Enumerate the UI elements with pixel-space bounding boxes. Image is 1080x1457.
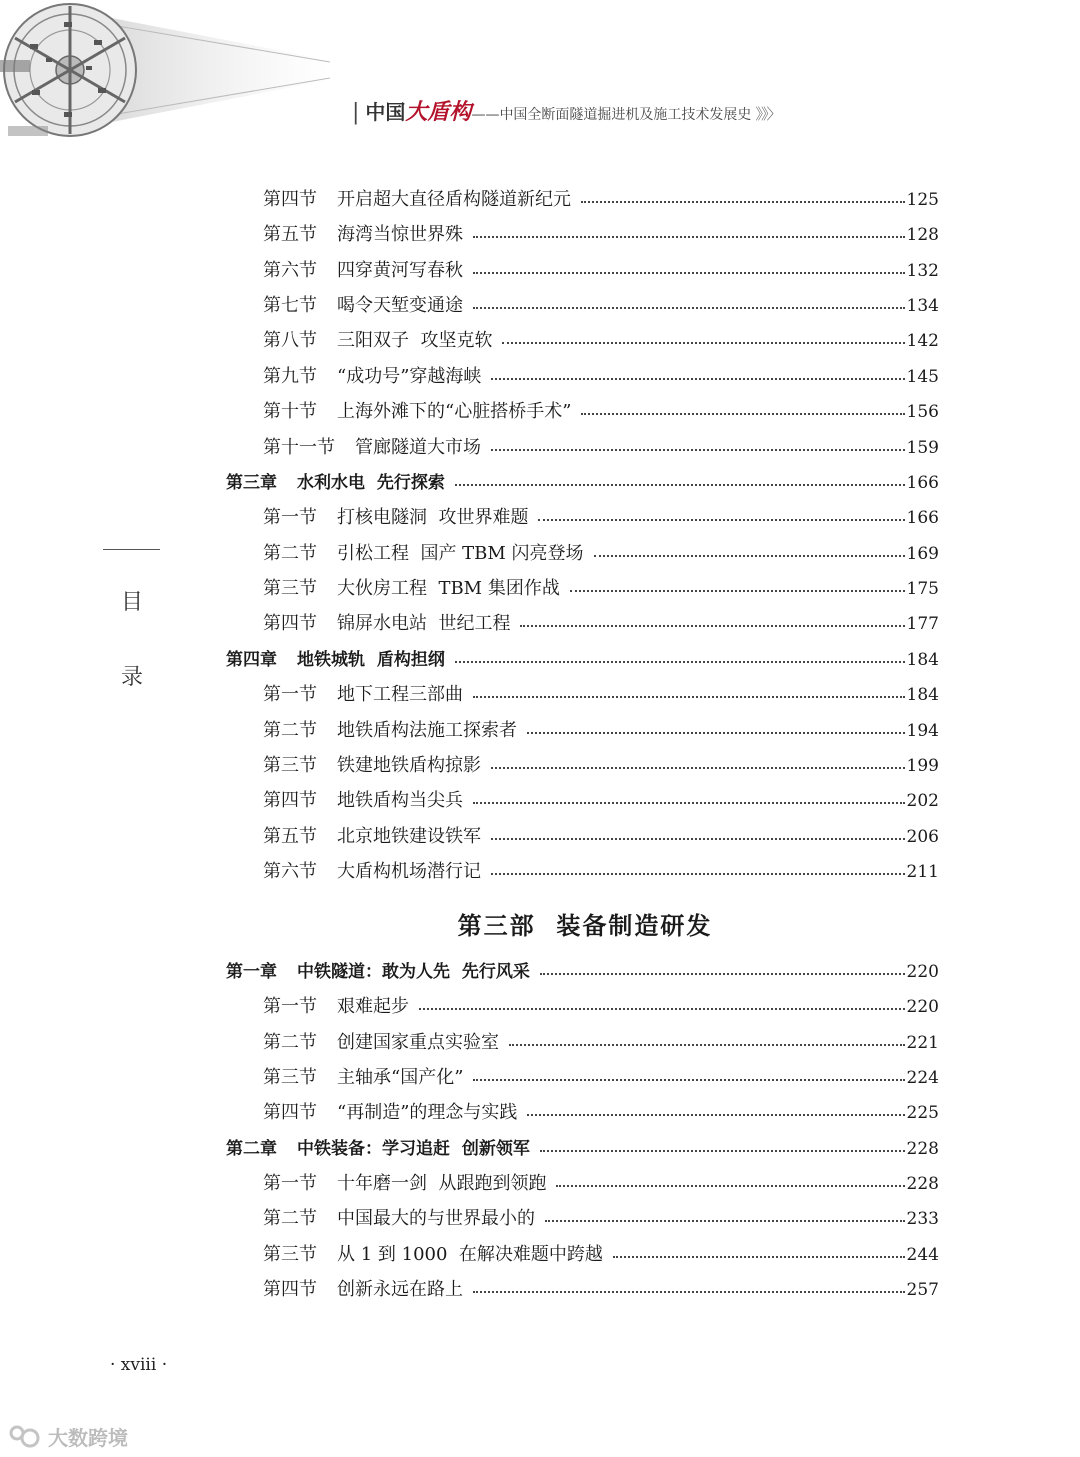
toc-page-number: 184 xyxy=(906,649,939,670)
toc-chapter-number: 第一章 xyxy=(226,962,277,982)
toc-page-number: 202 xyxy=(906,791,939,812)
toc-entry-title: “成功号”穿越海峡 xyxy=(337,365,482,387)
toc-chapter-number: 第四章 xyxy=(226,649,277,670)
toc-leader-dots xyxy=(540,973,905,975)
toc-page-number: 221 xyxy=(906,1032,939,1053)
toc-leader-dots xyxy=(473,236,905,238)
toc-entry-title: 上海外滩下的“心脏搭桥手术” xyxy=(337,401,572,423)
toc-section-number: 第九节 xyxy=(263,365,317,387)
toc-section-row xyxy=(263,577,939,601)
toc-entry-title: 十年磨一剑 从跟跑到领跑 xyxy=(337,1172,547,1194)
toc-entry-title: 水利水电 先行探索 xyxy=(297,472,445,493)
toc-section-number: 第二节 xyxy=(263,719,317,741)
toc-entry-title: 北京地铁建设铁军 xyxy=(337,825,481,847)
toc-section-number: 第一节 xyxy=(263,1172,317,1194)
toc-page-number: 228 xyxy=(906,1138,939,1159)
toc-page-number: 184 xyxy=(906,685,939,706)
toc-entry-title: 地铁盾构当尖兵 xyxy=(337,790,463,812)
toc-leader-dots xyxy=(509,1044,905,1046)
watermark xyxy=(8,1422,128,1451)
toc-entry-title: 铁建地铁盾构掠影 xyxy=(337,754,481,776)
toc-section-number: 第四节 xyxy=(263,189,317,210)
toc-leader-dots xyxy=(538,519,904,521)
toc-leader-dots xyxy=(473,696,905,698)
toc-section-row xyxy=(263,1101,939,1125)
toc-section-number: 第四节 xyxy=(263,790,317,812)
watermark-text: 大数跨境 xyxy=(48,1426,128,1450)
toc-entry-title: 海湾当惊世界殊 xyxy=(337,224,463,246)
toc-section-row xyxy=(263,188,939,212)
toc-section-number: 第三节 xyxy=(263,578,317,600)
chevron-right-icon: 》》〉 xyxy=(755,105,780,123)
toc-section-row xyxy=(263,1278,939,1302)
toc-section-row xyxy=(263,329,939,353)
toc-section-row xyxy=(263,789,939,813)
toc-section-row xyxy=(263,995,939,1019)
toc-leader-dots xyxy=(419,1008,905,1010)
toc-section-row xyxy=(263,719,939,743)
toc-section-row xyxy=(263,1207,939,1231)
toc-entry-title: 中铁装备：学习追赶 创新领军 xyxy=(297,1138,530,1159)
toc-entry-title: 主轴承“国产化” xyxy=(337,1066,464,1088)
running-header xyxy=(352,95,779,123)
toc-page-number: 257 xyxy=(906,1279,939,1300)
toc-section-number: 第二节 xyxy=(263,1031,317,1053)
toc-leader-dots xyxy=(491,767,905,769)
toc-entry-title: 大伙房工程 TBM 集团作战 xyxy=(337,578,560,600)
toc-leader-dots xyxy=(455,661,905,663)
toc-section-number: 第十一节 xyxy=(263,436,335,458)
toc-entry-title: 中国最大的与世界最小的 xyxy=(337,1208,535,1230)
toc-section-row xyxy=(263,365,939,389)
header-bar: | xyxy=(352,100,360,125)
toc-section-number: 第四节 xyxy=(263,1102,317,1124)
toc-page-number: 159 xyxy=(906,437,939,458)
toc-leader-dots xyxy=(473,272,905,274)
toc-leader-dots xyxy=(581,201,905,203)
toc-section-row xyxy=(263,612,939,636)
toc-leader-dots xyxy=(502,342,904,344)
toc-section-number: 第二节 xyxy=(263,542,317,564)
toc-chapter-number: 第三章 xyxy=(226,472,277,493)
toc-leader-dots xyxy=(570,590,905,592)
toc-section-row xyxy=(263,542,939,566)
toc-leader-dots xyxy=(540,1150,905,1152)
toc-page-number: 220 xyxy=(906,962,939,982)
toc-leader-dots xyxy=(491,449,905,451)
toc-section-number: 第四节 xyxy=(263,613,317,635)
toc-chapter-row xyxy=(226,1137,939,1161)
toc-leader-dots xyxy=(491,873,905,875)
toc-page-number: 225 xyxy=(906,1103,939,1124)
toc-page-number: 177 xyxy=(906,614,939,635)
toc-leader-dots xyxy=(556,1185,904,1187)
toc-section-number: 第七节 xyxy=(263,295,317,317)
toc-page-number: 142 xyxy=(906,331,939,352)
toc-section-number: 第五节 xyxy=(263,224,317,246)
toc-page-number: 206 xyxy=(906,826,939,847)
toc-leader-dots xyxy=(491,838,905,840)
toc-leader-dots xyxy=(473,802,905,804)
toc-entry-title: 引松工程 国产 TBM 闪亮登场 xyxy=(337,542,584,564)
toc-entry-title: 打核电隧洞 攻世界难题 xyxy=(337,507,529,529)
toc-section-row xyxy=(263,1031,939,1055)
toc-leader-dots xyxy=(491,378,904,380)
book-title-brand: 大盾构 xyxy=(405,99,472,125)
toc-entry-title: 锦屏水电站 世纪工程 xyxy=(337,613,511,635)
sidebar-label-mu: 目 xyxy=(120,590,143,615)
toc-entry-title: 创新永远在路上 xyxy=(337,1278,463,1300)
toc-leader-dots xyxy=(520,625,904,627)
toc-entry-title: 三阳双子 攻坚克软 xyxy=(337,330,493,352)
toc-leader-dots xyxy=(545,1220,905,1222)
toc-entry-title: 地铁盾构法施工探索者 xyxy=(337,719,517,741)
toc-entry-title: 大盾构机场潜行记 xyxy=(337,861,481,883)
toc-page-number: 166 xyxy=(906,472,939,493)
toc-page-number: 211 xyxy=(906,862,939,883)
toc-section-row xyxy=(263,860,939,884)
toc-section-number: 第三节 xyxy=(263,1243,317,1265)
toc-page-number: 128 xyxy=(906,225,939,246)
toc-chapter-row xyxy=(226,648,939,672)
toc-page-number: 194 xyxy=(906,720,939,741)
sidebar-label-lu: 录 xyxy=(120,665,143,690)
toc-page-number: 199 xyxy=(906,755,939,776)
toc-entry-title: 开启超大直径盾构隧道新纪元 xyxy=(337,189,571,210)
toc-page-number: 224 xyxy=(906,1067,939,1088)
toc-section-row xyxy=(263,1243,939,1267)
toc-section-row xyxy=(263,259,939,283)
toc-page-number: 134 xyxy=(906,296,939,317)
toc-entry-title: 从 1 到 1000 在解决难题中跨越 xyxy=(337,1243,603,1265)
toc-page-number: 244 xyxy=(906,1244,939,1265)
toc-section-row xyxy=(263,436,939,460)
toc-page-number: 156 xyxy=(906,402,939,423)
book-title-prefix: 中国 xyxy=(365,100,406,124)
toc-entry-title: 喝令天堑变通途 xyxy=(337,295,463,317)
toc-section-number: 第一节 xyxy=(263,507,317,529)
toc-chapter-row xyxy=(226,471,939,495)
toc-entry-title: 创建国家重点实验室 xyxy=(337,1031,499,1053)
tunnel-boring-machine-illustration xyxy=(0,0,330,150)
toc-section-row xyxy=(263,825,939,849)
toc-section-row xyxy=(263,1172,939,1196)
toc-entry-title: 中铁隧道：敢为人先 先行风采 xyxy=(297,962,530,982)
book-subtitle: ——中国全断面隧道掘进机及施工技术发展史 xyxy=(471,107,752,123)
toc-section-number: 第四节 xyxy=(263,1278,317,1300)
toc-section-number: 第三节 xyxy=(263,754,317,776)
toc-page-number: 166 xyxy=(906,508,939,529)
toc-page-number: 132 xyxy=(906,260,939,281)
toc-section-number: 第二节 xyxy=(263,1208,317,1230)
toc-page-number: 169 xyxy=(906,543,939,564)
toc-leader-dots xyxy=(473,1291,905,1293)
sidebar-rule xyxy=(103,549,160,550)
toc-leader-dots xyxy=(581,413,904,415)
toc-section-row xyxy=(263,506,939,530)
toc-section-row xyxy=(263,400,939,424)
toc-section-number: 第一节 xyxy=(263,996,317,1018)
toc-section-number: 第五节 xyxy=(263,825,317,847)
toc-section-number: 第一节 xyxy=(263,684,317,706)
toc-entry-title: 地铁城轨 盾构担纲 xyxy=(297,649,445,670)
toc-leader-dots xyxy=(594,555,905,557)
toc-leader-dots xyxy=(473,1079,904,1081)
toc-leader-dots xyxy=(455,484,905,486)
toc-section-number: 第六节 xyxy=(263,861,317,883)
toc-entry-title: 四穿黄河写春秋 xyxy=(337,259,463,281)
toc-page-number: 145 xyxy=(906,366,939,387)
toc-chapter-row xyxy=(226,960,939,984)
toc-entry-title: 艰难起步 xyxy=(337,996,409,1018)
toc-section-row xyxy=(263,223,939,247)
toc-entry-title: 管廊隧道大市场 xyxy=(355,436,481,458)
toc-section-row xyxy=(263,294,939,318)
toc-leader-dots xyxy=(527,1114,904,1116)
page-number: · xviii · xyxy=(110,1355,168,1375)
watermark-logo-icon xyxy=(8,1424,42,1450)
toc-section-row xyxy=(263,683,939,707)
toc-leader-dots xyxy=(473,307,905,309)
toc-section-number: 第十节 xyxy=(263,401,317,423)
toc-entry-title: 地下工程三部曲 xyxy=(337,684,463,706)
toc-section-row xyxy=(263,754,939,778)
toc-page-number: 220 xyxy=(906,997,939,1018)
toc-page-number: 233 xyxy=(906,1209,939,1230)
toc-chapter-number: 第二章 xyxy=(226,1138,277,1159)
toc-leader-dots xyxy=(527,732,905,734)
toc-section-number: 第八节 xyxy=(263,330,317,352)
toc-page-number: 175 xyxy=(906,579,939,600)
toc-entry-title: “再制造”的理念与实践 xyxy=(337,1102,518,1124)
toc-page-number: 125 xyxy=(906,190,939,210)
toc-page-number: 228 xyxy=(906,1173,939,1194)
toc-leader-dots xyxy=(613,1256,905,1258)
toc-section-number: 第六节 xyxy=(263,259,317,281)
part-title: 第三部 装备制造研发 xyxy=(457,912,713,940)
toc-section-row xyxy=(263,1066,939,1090)
toc-section-number: 第三节 xyxy=(263,1066,317,1088)
